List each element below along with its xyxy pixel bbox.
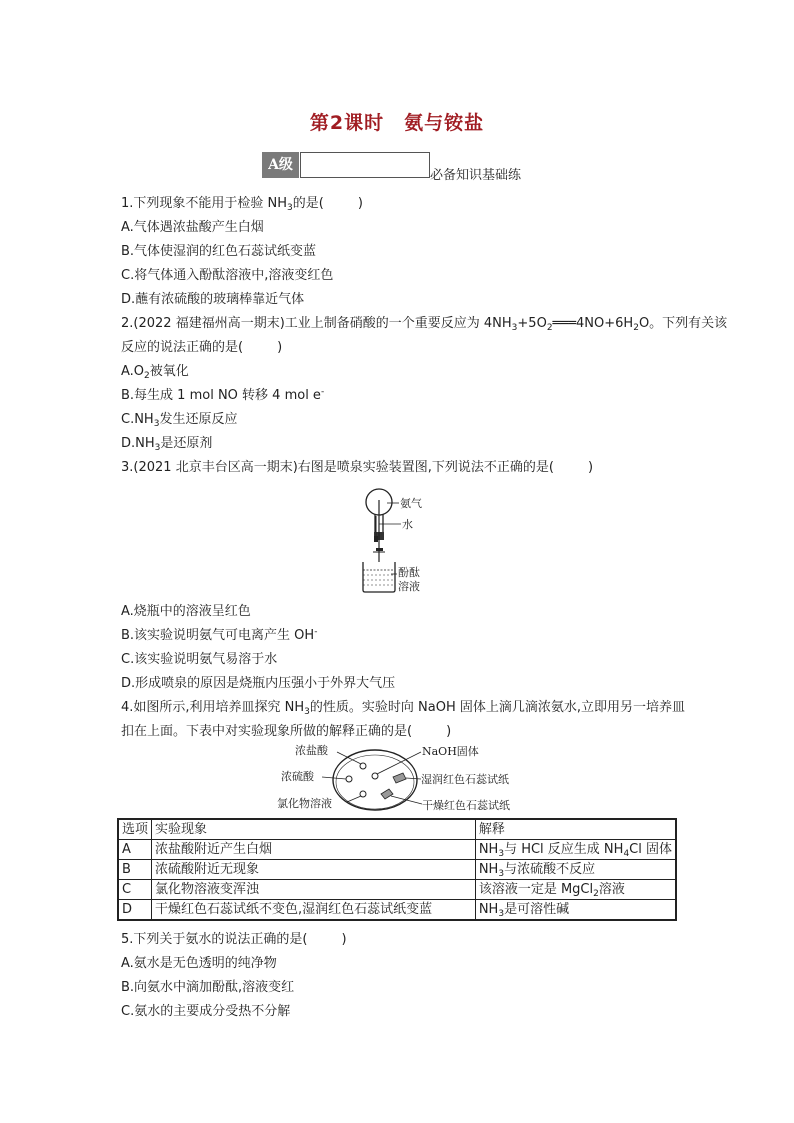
q2-option-b: B.每生成 1 mol NO 转移 4 mol e- bbox=[121, 387, 325, 403]
q3-option-d: D.形成喷泉的原因是烧瓶内压强小于外界大气压 bbox=[121, 676, 396, 691]
table-row bbox=[118, 860, 676, 880]
fountain-apparatus-figure bbox=[355, 486, 435, 596]
label-water: 水 bbox=[402, 518, 413, 531]
row-phenomenon: 氯化物溶液变浑浊 bbox=[152, 880, 476, 900]
label-wet-litmus: 湿润红色石蕊试纸 bbox=[421, 773, 509, 786]
label-conc-hcl: 浓盐酸 bbox=[295, 744, 328, 757]
row-phenomenon: 干燥红色石蕊试纸不变色,湿润红色石蕊试纸变蓝 bbox=[152, 900, 476, 921]
q3-option-c: C.该实验说明氨气易溶于水 bbox=[121, 652, 278, 667]
q2-option-a: $A.O_2$被氧化 bbox=[121, 364, 189, 381]
label-naoh-solid: NaOH固体 bbox=[422, 745, 479, 758]
q1-option-c: C.将气体通入酚酞溶液中,溶液变红色 bbox=[121, 268, 334, 283]
petri-dish-figure bbox=[275, 742, 525, 818]
table-row bbox=[118, 840, 676, 860]
q4-table bbox=[117, 818, 677, 921]
row-option: C bbox=[118, 880, 152, 900]
q1-stem: 1.下列现象不能用于检验 $NH_3$的是( ) bbox=[121, 196, 363, 213]
table-row bbox=[118, 900, 676, 921]
header-phenomenon: 实验现象 bbox=[152, 819, 476, 840]
q2-stem-line2: 反应的说法正确的是( ) bbox=[121, 340, 283, 355]
row-option: A bbox=[118, 840, 152, 860]
row-explanation: $NH_3$与浓硫酸不反应 bbox=[475, 860, 676, 880]
q5-option-b: B.向氨水中滴加酚酞,溶液变红 bbox=[121, 980, 295, 995]
label-ammonia: 氨气 bbox=[400, 497, 422, 510]
row-explanation: $NH_3$是可溶性碱 bbox=[475, 900, 676, 921]
level-tag: A级 bbox=[262, 152, 299, 178]
q3-option-a: A.烧瓶中的溶液呈红色 bbox=[121, 604, 251, 619]
lesson-title: 第2课时 氨与铵盐 bbox=[309, 112, 485, 134]
q2-option-c: $C.NH_3$发生还原反应 bbox=[121, 412, 238, 429]
q1-option-b: B.气体使湿润的红色石蕊试纸变蓝 bbox=[121, 244, 317, 259]
label-conc-h2so4: 浓硫酸 bbox=[281, 770, 314, 783]
row-phenomenon: 浓硫酸附近无现象 bbox=[152, 860, 476, 880]
wet-litmus-paper bbox=[393, 773, 406, 783]
header-option: 选项 bbox=[118, 819, 152, 840]
level-caption: 必备知识基础练 bbox=[430, 168, 522, 183]
row-explanation: 该溶液一定是 MgCl$_2$溶液 bbox=[475, 880, 676, 900]
q5-option-a: A.氨水是无色透明的纯净物 bbox=[121, 956, 277, 971]
label-chloride-solution: 氯化物溶液 bbox=[277, 797, 332, 810]
q1-option-a: A.气体遇浓盐酸产生白烟 bbox=[121, 220, 264, 235]
q2-stem-line1: 2.(2022 福建福州高一期末)工业上制备硝酸的一个重要反应为 $4NH_3+5O_2═══4NO+6H_2O$。下列有关该 bbox=[121, 316, 728, 333]
q3-stem: 3.(2021 北京丰台区高一期末)右图是喷泉实验装置图,下列说法不正确的是( ) bbox=[121, 460, 594, 475]
q2-option-d: $D.NH_3$是还原剂 bbox=[121, 436, 213, 453]
q3-option-b: B.该实验说明氨气可电离产生 OH- bbox=[121, 627, 318, 643]
header-explanation: 解释 bbox=[475, 819, 676, 840]
q5-option-c: C.氨水的主要成分受热不分解 bbox=[121, 1004, 291, 1019]
row-explanation: $NH_3$与 HCl 反应生成 $NH_4Cl$ 固体 bbox=[475, 840, 676, 860]
q1-option-d: D.蘸有浓硫酸的玻璃棒靠近气体 bbox=[121, 292, 305, 307]
beaker bbox=[363, 562, 395, 592]
row-option: B bbox=[118, 860, 152, 880]
row-phenomenon: 浓盐酸附近产生白烟 bbox=[152, 840, 476, 860]
dry-litmus-paper bbox=[381, 789, 393, 799]
q4-stem-line2: 扣在上面。下表中对实验现象所做的解释正确的是( ) bbox=[121, 724, 452, 739]
table-row bbox=[118, 880, 676, 900]
label-phenolphthalein: 酚酞 bbox=[398, 566, 420, 579]
level-blank-box bbox=[300, 152, 430, 178]
table-header-row bbox=[118, 819, 676, 840]
label-solution: 溶液 bbox=[398, 580, 420, 593]
dropper-bulb bbox=[374, 536, 378, 542]
q4-stem-line1: 4.如图所示,利用培养皿探究 $NH_3$的性质。实验时向 NaOH 固体上滴几滴浓氨水,立即用另一培养皿 bbox=[121, 700, 686, 717]
row-option: D bbox=[118, 900, 152, 921]
label-dry-litmus: 干燥红色石蕊试纸 bbox=[422, 799, 510, 812]
drop-h2so4 bbox=[346, 776, 352, 782]
q5-stem: 5.下列关于氨水的说法正确的是( ) bbox=[121, 932, 347, 947]
